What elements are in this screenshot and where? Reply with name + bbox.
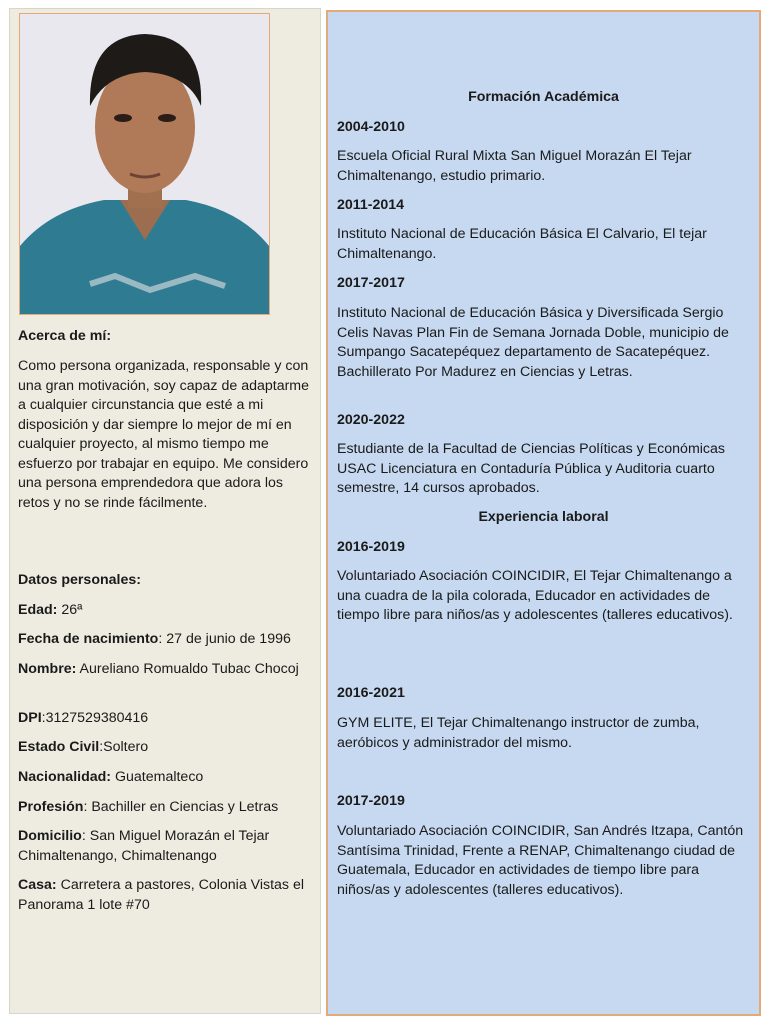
education-text: Estudiante de la Facultad de Ciencias Políticas y Económicas USAC Licenciatura en Contaduría Pública y Auditoria cuarto semestre, 14 cursos aprobados.	[337, 441, 725, 496]
experience-text: GYM ELITE, El Tejar Chimaltenango instructor de zumba, aeróbicos y administrador del mismo.	[337, 715, 700, 751]
field-edad	[18, 601, 316, 621]
field-label: Fecha de nacimiento	[18, 631, 159, 647]
field-label: Edad:	[18, 602, 58, 618]
experience-text: Voluntariado Asociación COINCIDIR, San Andrés Itzapa, Cantón Santísima Trinidad, Frente a RENAP, Chimaltenango ciudad de Guatemala, Educador en actividades de tiempo libre para niños/as y adolescentes (talleres educativos).	[337, 823, 744, 898]
about-text: Como persona organizada, responsable y con una gran motivación, soy capaz de adaptarme a cualquier circunstancia que esté a mi disposición y dar siempre lo mejor de mí en cualquier proyecto, al mismo tiempo me esfuerzo por trabajar en equipo. Me considero una persona emprendedora que adora los retos y no se rinde fácilmente.	[18, 358, 310, 511]
experience-years: 2017-2019	[337, 793, 405, 809]
field-value: Carretera a pastores, Colonia Vistas el Panorama 1 lote #70	[18, 877, 305, 913]
field-profesion	[18, 798, 316, 818]
education-text: Instituto Nacional de Educación Básica y Diversificada Sergio Celis Navas Plan Fin de Semana Jornada Doble, municipio de Sumpango Sacatepéquez departamento de Sacatepéquez. Bachillerato Por Madurez en Ciencias y Letras.	[337, 305, 729, 380]
field-estado-civil	[18, 738, 316, 758]
education-years: 2017-2017	[337, 275, 405, 291]
experience-text: Voluntariado Asociación COINCIDIR, El Tejar Chimaltenango a una cuadra de la pila colorada, Educador en actividades de tiempo libre para niños/as y adolescentes (talleres educativos).	[337, 568, 733, 623]
education-text: Instituto Nacional de Educación Básica El Calvario, El tejar Chimaltenango.	[337, 226, 707, 262]
field-label: Nacionalidad:	[18, 769, 112, 785]
field-value: :Soltero	[99, 739, 149, 755]
field-dpi	[18, 709, 316, 729]
personal-data-title: Datos personales:	[18, 572, 141, 588]
experience-title: Experiencia laboral	[478, 509, 609, 525]
field-value: 26ª	[57, 602, 83, 618]
field-label: Estado Civil	[18, 739, 100, 755]
education-text: Escuela Oficial Rural Mixta San Miguel Morazán El Tejar Chimaltenango, estudio primario.	[337, 148, 692, 184]
field-label: Casa:	[18, 877, 57, 893]
experience-years: 2016-2019	[337, 539, 405, 555]
field-value: : 27 de junio de 1996	[158, 631, 291, 647]
field-label: DPI	[18, 710, 42, 726]
field-value: : Bachiller en Ciencias y Letras	[83, 799, 279, 815]
education-title: Formación Académica	[468, 89, 619, 105]
profile-photo-portrait	[20, 14, 269, 314]
field-value: : San Miguel Morazán el Tejar Chimaltenango, Chimaltenango	[18, 828, 270, 864]
field-nacionalidad	[18, 768, 316, 788]
field-fecha-nacimiento	[18, 630, 316, 650]
experience-years: 2016-2021	[337, 685, 405, 701]
field-domicilio	[18, 827, 316, 866]
education-years: 2011-2014	[337, 197, 405, 213]
field-label: Profesión	[18, 799, 84, 815]
education-years: 2004-2010	[337, 119, 405, 135]
cv-details-panel	[326, 10, 761, 1016]
field-nombre	[18, 660, 316, 680]
about-title: Acerca de mí:	[18, 328, 112, 344]
profile-panel	[9, 8, 321, 1014]
profile-photo	[19, 13, 270, 315]
field-label: Nombre:	[18, 661, 77, 677]
field-value: :3127529380416	[41, 710, 149, 726]
education-years: 2020-2022	[337, 412, 405, 428]
field-value: Aureliano Romualdo Tubac Chocoj	[76, 661, 299, 677]
field-casa	[18, 876, 316, 915]
field-label: Domicilio	[18, 828, 82, 844]
field-value: Guatemalteco	[111, 769, 204, 785]
